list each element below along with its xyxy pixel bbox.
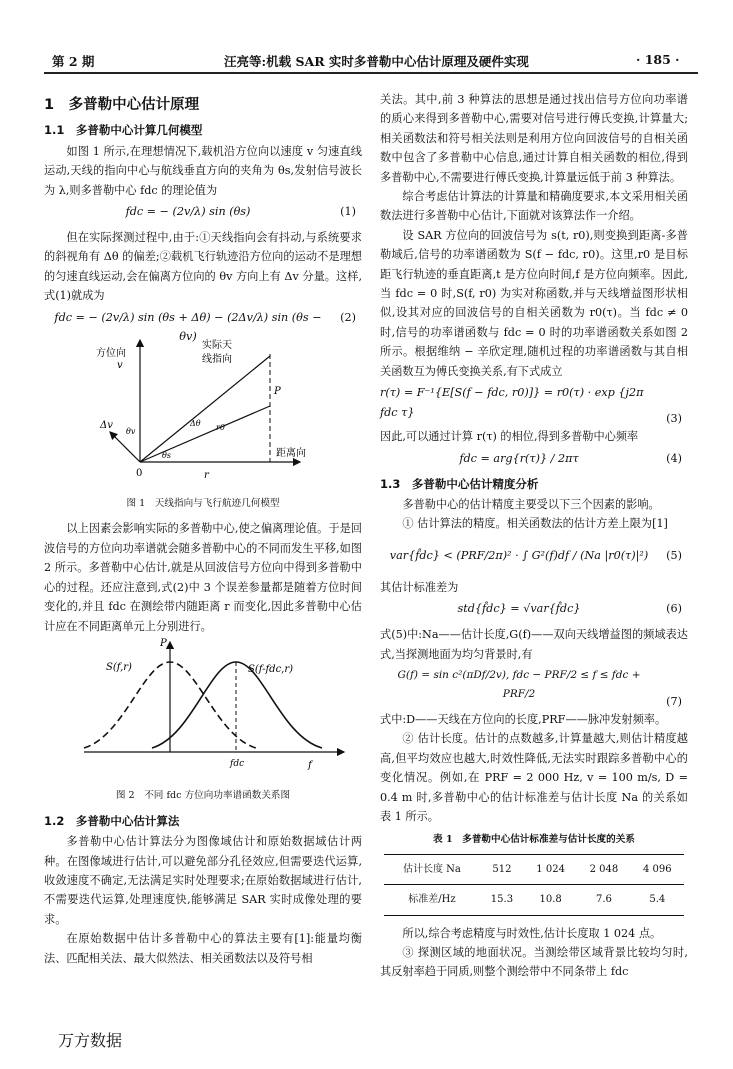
table-cell: 10.8 [524, 885, 577, 915]
paragraph: 以上因素会影响实际的多普勒中心,使之偏离理论值。于是回波信号的方位向功率谱就会随多普勒中心的不同而发生平移,如图 2 所示。多普勒中心估计,就是从回波信号方位向中得到多普勒中心的过程。还应注意到,式(2)中 3 个误差参量都是随着方位时间变化的,并且 fdc 在测绘带内随距离 r 而变化,因此多普勒中心估计应在不同距离单元上分别进行。 [44, 522, 362, 633]
p-label: P [160, 637, 167, 649]
paragraph: 式中:D——天线在方位向的长度,PRF——脉冲发射频率。 [380, 712, 667, 726]
equation-3 [380, 383, 688, 419]
paragraph: 但在实际探测过程中,由于:①天线指向会有抖动,与系统要求的斜视角有 Δθ 的偏差;②载机飞行轨迹沿方位向的运动不是理想的匀速直线运动,会在偏离方位向的 θv 方向上有 Δv 分量。这样,式(1)就成为 [44, 231, 362, 303]
equation-number: (3) [666, 412, 682, 426]
table-cell: 15.3 [480, 885, 524, 915]
table-row [384, 854, 684, 884]
issue-number: 第 2 期 [52, 54, 95, 69]
actual-beam-label-1: 实际天 [202, 339, 232, 351]
table-1 [384, 854, 684, 916]
figure-2-power-spectrum [44, 636, 362, 774]
origin-label: 0 [136, 467, 143, 479]
equation-5 [380, 536, 688, 576]
actual-beam-line [140, 356, 270, 462]
paragraph: 综合考虑估计算法的计算量和精确度要求,本文采用相关函数法进行多普勒中心估计,下面就对该算法作一介绍。 [380, 190, 688, 223]
theta-s-label: θs [162, 450, 171, 460]
table-row-label: 标准差/Hz [384, 885, 480, 915]
equation-number: (7) [666, 694, 682, 708]
table-cell: 1 024 [524, 854, 577, 884]
paragraph: 如图 1 所示,在理想情况下,载机沿方位向以速度 v 匀速直线运动,天线的指向中心与航线垂直方向的夹角为 θs,发射信号波长为 λ,则多普勒中心 fdc 的理论值为 [44, 144, 362, 197]
paragraph: 在原始数据中估计多普勒中心的算法主要有[1]:能量均衡法、匹配相关法、最大似然法、相关函数法以及符号相 [44, 932, 362, 965]
paragraph: 设 SAR 方位向的回波信号为 s(t, r0),则变换到距离-多普勒域后,信号的功率谱函数为 S(f − fdc, r0)。这里,r0 是目标距飞行轨迹的垂直距离,t 是方位向时间,f 是方位向频率。因此,当 fdc = 0 时,S(f, r0) 为实对称函数,并与天线增益图形状相似,设其对应的回波信号的自相关函数为 r0(τ)。当 fdc ≠ 0 时,信号的功率谱函数与 fdc = 0 时的功率谱函数关系如图 2 所示。根据维纳 − 辛欣定理,随机过程的功率谱函数与其自相关函数互为傅氏变换关系,有下式成立 [380, 228, 688, 378]
curve-s-shifted [152, 662, 322, 748]
v-label: v [117, 359, 123, 371]
table-row-label: 估计长度 Na [384, 854, 480, 884]
paragraph: 所以,综合考虑精度与时效性,估计长度取 1 024 点。 [402, 926, 662, 940]
section-1-title: 1 多普勒中心估计原理 [44, 97, 200, 113]
paragraph: 关法。其中,前 3 种算法的思想是通过找出信号方位向功率谱的质心来得到多普勒中心,需要对信号进行傅氏变换,计算量大;相关函数法和符号相关法则是利用方位向回波信号的自相关函数中包含了多普勒中心信息,通过计算自相关函数的相位,得到多普勒中心,不需要进行傅氏变换,计算量远低于前 3 种算法。 [380, 93, 688, 184]
paragraph: 其估计标准差为 [380, 580, 459, 594]
running-title: 汪亮等:机载 SAR 实时多普勒中心估计原理及硬件实现 [224, 54, 529, 69]
equation-4 [380, 449, 688, 473]
equation-number: (6) [666, 602, 682, 616]
actual-beam-label-2: 线指向 [202, 353, 232, 365]
right-column [380, 90, 688, 982]
table-cell: 5.4 [631, 885, 684, 915]
paragraph: ③ 探测区域的地面状况。当测绘带区域背景比较均匀时,其反射率趋于同质,则整个测绘带中不同条带上 fdc [380, 946, 688, 979]
figure-1-caption: 图 1 天线指向与飞行航迹几何模型 [126, 498, 280, 510]
table-cell: 7.6 [577, 885, 630, 915]
equation-6 [380, 599, 688, 623]
equation-body: std{f̂dc} = √var{f̂dc} [457, 602, 581, 616]
equation-body: G(f) = sin c²(πDf/2v), fdc − PRF/2 ≤ f ≤ fdc + PRF/2 [397, 668, 641, 701]
section-1-2-title: 1.2 多普勒中心估计算法 [44, 813, 180, 828]
figure-1-geometry-diagram [44, 334, 362, 482]
page-number: · 185 · [636, 52, 680, 67]
azimuth-label: 方位向 [96, 347, 126, 359]
theta-v-label: θv [126, 426, 136, 436]
equation-2 [44, 308, 362, 344]
equation-body: fdc = − (2v/λ) sin (θs + Δθ) − (2Δv/λ) sin (θs − θv) [54, 310, 322, 344]
fdc-label: fdc [230, 758, 245, 769]
r-label: r [204, 469, 209, 481]
equation-1 [44, 202, 362, 226]
f-label: f [308, 759, 312, 771]
footer-watermark: 万方数据 [58, 1031, 123, 1050]
nominal-beam-line [140, 406, 270, 462]
table-row [384, 885, 684, 915]
table-cell: 4 096 [631, 854, 684, 884]
equation-body: fdc = − (2v/λ) sin (θs) [125, 205, 251, 219]
paragraph: ① 估计算法的精度。相关函数法的估计方差上限为[1] [402, 517, 668, 531]
figure-2-caption: 图 2 不同 fdc 方位向功率谱函数关系图 [115, 790, 291, 802]
table-1-title: 表 1 多普勒中心估计标准差与估计长度的关系 [433, 834, 635, 846]
equation-body: var{f̂dc} < (PRF/2π)² · ∫ G²(f)df / (Na |r0(τ)|²) [389, 548, 649, 562]
section-1-1-title: 1.1 多普勒中心计算几何模型 [44, 123, 203, 138]
r0-label: r0 [216, 422, 225, 432]
p-label: P [274, 385, 281, 397]
equation-body: r(τ) = F⁻¹{E[S(f − fdc, r0)]} = r0(τ) · exp {j2π fdc τ} [380, 386, 644, 419]
paragraph: 多普勒中心的估计精度主要受以下三个因素的影响。 [402, 497, 660, 511]
equation-number: (1) [340, 205, 356, 219]
dv-label: Δv [100, 419, 113, 431]
dv-vector [110, 432, 140, 462]
section-1-3-title: 1.3 多普勒中心估计精度分析 [380, 476, 539, 491]
paragraph: 式(5)中:Na——估计长度,G(f)——双向天线增益图的频域表达式,当探测地面为均匀背景时,有 [380, 628, 688, 661]
equation-number: (5) [666, 548, 682, 562]
range-label: 距离向 [276, 447, 306, 459]
equation-7 [380, 666, 688, 701]
table-cell: 512 [480, 854, 524, 884]
equation-body: fdc = arg{r(τ)} / 2πτ [459, 451, 579, 465]
paragraph: 因此,可以通过计算 r(τ) 的相位,得到多普勒中心频率 [380, 430, 639, 444]
equation-number: (2) [340, 310, 356, 324]
table-cell: 2 048 [577, 854, 630, 884]
dtheta-label: Δθ [190, 418, 201, 428]
equation-number: (4) [666, 451, 682, 465]
s1-label: S(f,r) [106, 661, 132, 673]
paragraph: ② 估计长度。估计的点数越多,计算量越大,则估计精度越高,但平均效应也越大,时效性降低,无法实时跟踪多普勒中心的变化情况。例如,在 PRF = 2 000 Hz, v = 100 m/s, D = 0.4 m 时,多普勒中心的估计标准差与估计长度 Na 的关系如表 1 所示。 [380, 732, 688, 823]
header-rule [44, 72, 698, 74]
s2-label: S(f-fdc,r) [248, 663, 294, 675]
left-column [44, 84, 362, 968]
paragraph: 多普勒中心估计算法分为图像域估计和原始数据域估计两种。在图像域进行估计,可以避免部分孔径效应,但需要迭代运算,收敛速度不确定,无法满足实时处理要求;在原始数据域进行估计,不需要迭代运算,处理速度快,能够满足 SAR 实时成像处理的要求。 [44, 835, 362, 926]
